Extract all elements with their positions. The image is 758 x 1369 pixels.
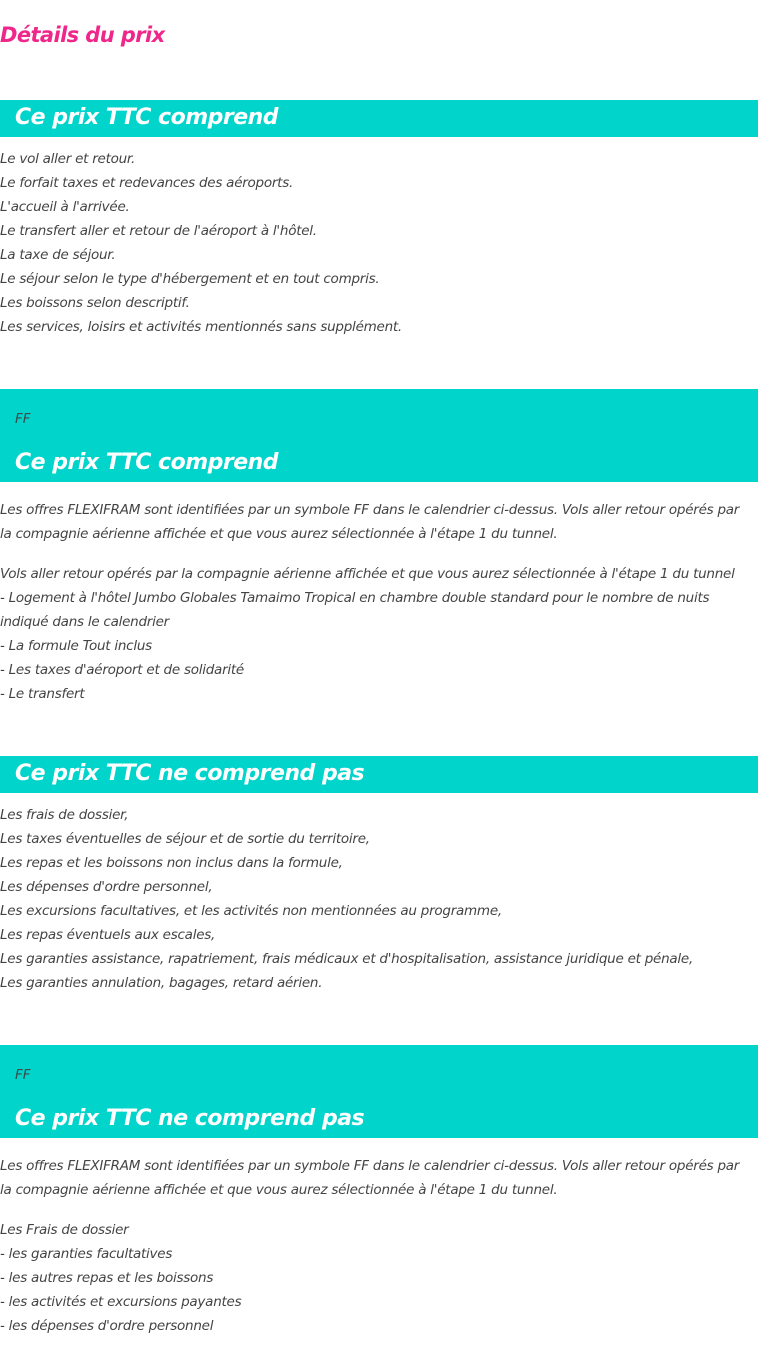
list-item: - Le transfert [0, 686, 85, 702]
section-header-price-includes [0, 100, 758, 137]
list-item: L'accueil à l'arrivée. [0, 199, 130, 215]
flexifram-intro: Les offres FLEXIFRAM sont identifiées par un symbole FF dans le calendrier ci-dessus. Vols aller retour opérés par la compagnie aérienne affichée et que vous aurez sélectionnée à l'étape 1 du tunnel. [0, 502, 740, 542]
list-item: - les autres repas et les boissons [0, 1270, 214, 1286]
list-item: Les garanties assistance, rapatriement, frais médicaux et d'hospitalisation, assistance juridique et pénale, [0, 951, 694, 967]
list-item: Le forfait taxes et redevances des aéroports. [0, 175, 294, 191]
flexifram-intro: Les offres FLEXIFRAM sont identifiées par un symbole FF dans le calendrier ci-dessus. Vols aller retour opérés par la compagnie aérienne affichée et que vous aurez sélectionnée à l'étape 1 du tunnel. [0, 1158, 740, 1198]
list-item: Les taxes éventuelles de séjour et de sortie du territoire, [0, 831, 370, 847]
list-item: Les boissons selon descriptif. [0, 295, 190, 311]
list-item: Les frais de dossier, [0, 807, 129, 823]
list-item: Le transfert aller et retour de l'aéroport à l'hôtel. [0, 223, 317, 239]
price-excludes-list [0, 803, 750, 995]
flexifram-tag: FF [15, 411, 31, 427]
list-item: - les activités et excursions payantes [0, 1294, 242, 1310]
flexifram-tag: FF [15, 1067, 31, 1083]
section-header-flexifram-excludes [0, 1045, 758, 1138]
flexifram-includes-text [0, 498, 750, 706]
section-title: Ce prix TTC comprend [15, 450, 279, 475]
price-includes-list [0, 147, 750, 339]
section-title: Ce prix TTC comprend [15, 105, 279, 130]
list-item: Le séjour selon le type d'hébergement et en tout compris. [0, 271, 380, 287]
list-item: La taxe de séjour. [0, 247, 116, 263]
list-item: - Logement à l'hôtel Jumbo Globales Tamaimo Tropical en chambre double standard pour le nombre de nuits indiqué dans le calendrier [0, 590, 710, 630]
list-item: - La formule Tout inclus [0, 638, 152, 654]
list-item: Les repas éventuels aux escales, [0, 927, 216, 943]
list-item: Les dépenses d'ordre personnel, [0, 879, 213, 895]
section-header-price-excludes [0, 756, 758, 793]
section-header-flexifram-includes [0, 389, 758, 482]
section-title: Ce prix TTC ne comprend pas [15, 761, 365, 786]
list-item: Les garanties annulation, bagages, retard aérien. [0, 975, 323, 991]
list-item: Les excursions facultatives, et les activités non mentionnées au programme, [0, 903, 502, 919]
section-title: Ce prix TTC ne comprend pas [15, 1106, 365, 1131]
list-item: Les repas et les boissons non inclus dans la formule, [0, 855, 343, 871]
list-item: Les Frais de dossier [0, 1222, 129, 1238]
list-item: - les dépenses d'ordre personnel [0, 1318, 214, 1334]
page-title: Détails du prix [0, 23, 165, 47]
flexifram-excludes-text [0, 1154, 750, 1338]
list-item: - les garanties facultatives [0, 1246, 173, 1262]
list-item: Le vol aller et retour. [0, 151, 136, 167]
list-item: - Les taxes d'aéroport et de solidarité [0, 662, 244, 678]
list-item: Vols aller retour opérés par la compagnie aérienne affichée et que vous aurez sélectionnée à l'étape 1 du tunnel [0, 566, 735, 582]
list-item: Les services, loisirs et activités mentionnés sans supplément. [0, 319, 402, 335]
